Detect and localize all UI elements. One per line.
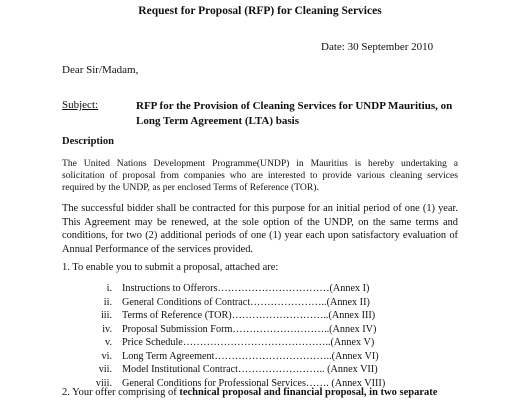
list-item-2-emphasis: technical proposal and financial proposal, in two separate bbox=[179, 387, 438, 398]
paragraph-intro: The United Nations Development Programme(UNDP) in Mauritius is hereby undertaking a solicitation of proposal from companies who are interested to provide various cleaning services required by the UNDP, as per enclosed Terms of Reference (TOR). bbox=[62, 158, 458, 193]
annex-label: Terms of Reference (TOR)………………………..(Annex III) bbox=[122, 310, 376, 321]
annex-label: Long Term Agreement……………………………..(Annex VI) bbox=[122, 350, 379, 362]
description-heading: Description bbox=[62, 136, 114, 147]
document-title: Request for Proposal (RFP) for Cleaning Services bbox=[138, 5, 382, 17]
annex-label: Proposal Submission Form………………………..(Annex IV) bbox=[122, 323, 377, 335]
annex-number: iii. bbox=[100, 310, 112, 321]
annex-label: Price Schedule……………………………………..(Annex V) bbox=[122, 337, 375, 348]
annex-number: ii. bbox=[103, 296, 112, 308]
document-date: Date: 30 September 2010 bbox=[321, 41, 434, 53]
annex-label: Instructions to Offerors……………………………(Annex I) bbox=[122, 283, 370, 294]
annex-number: vii. bbox=[98, 364, 112, 375]
paragraph-contract-term: The successful bidder shall be contracted for this purpose for an initial period of one (1) year. This Agreement may be renewed, at the sole option of the UNDP, on the same terms and conditions, for two (2) additional periods of one (1) year each upon satisfactory evaluation of Annual Performance of the services provided. bbox=[62, 203, 458, 255]
list-item-2-prefix: 2. Your offer comprising of bbox=[62, 387, 180, 398]
annex-label: General Conditions of Contract…………………..(Annex II) bbox=[122, 296, 370, 308]
subject-label: Subject: bbox=[62, 99, 99, 111]
annex-number: v. bbox=[105, 337, 112, 348]
annex-number: viii. bbox=[95, 377, 112, 389]
subject-text: RFP for the Provision of Cleaning Services for UNDP Mauritius, on Long Term Agreement (LTA) basis bbox=[136, 100, 453, 127]
list-item-1: 1. To enable you to submit a proposal, attached are: bbox=[62, 262, 279, 273]
annex-number: vi. bbox=[101, 350, 112, 362]
salutation: Dear Sir/Madam, bbox=[62, 64, 139, 76]
annex-number: i. bbox=[106, 283, 112, 294]
annex-label: Model Institutional Contract…………………….. (Annex VII) bbox=[122, 364, 378, 375]
annex-number: iv. bbox=[102, 323, 112, 335]
list-item-2 bbox=[62, 387, 437, 398]
annex-label: General Conditions for Professional Services……. (Annex VIII) bbox=[122, 377, 386, 389]
